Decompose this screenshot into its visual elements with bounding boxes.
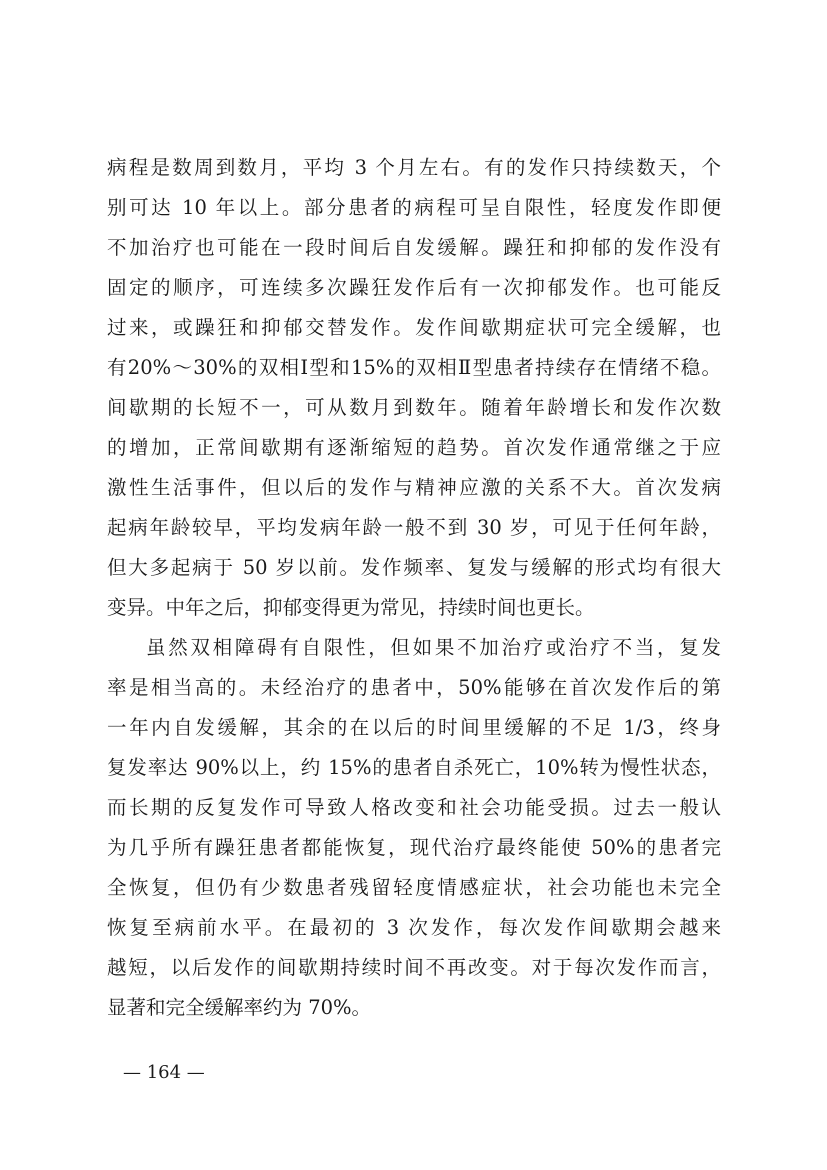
paragraph-2-line-9: 越短，以后发作的间歇期持续时间不再改变。对于每次发作而言， <box>107 956 721 979</box>
paragraph-1-line-12: 变异。中年之后，抑郁变得更为常见，持续时间也更长。 <box>107 596 595 619</box>
paragraph-1-line-9: 激性生活事件，但以后的发作与精神应激的关系不大。首次发病 <box>107 476 721 499</box>
paragraph-2-line-3: 一年内自发缓解，其余的在以后的时间里缓解的不足 1/3，终身 <box>107 716 721 739</box>
paragraph-2-line-10: 显著和完全缓解率约为 70%。 <box>107 996 372 1019</box>
paragraph-1-line-7: 间歇期的长短不一，可从数月到数年。随着年龄增长和发作次数 <box>107 396 721 419</box>
paragraph-1-line-11: 但大多起病于 50 岁以前。发作频率、复发与缓解的形式均有很大 <box>107 556 721 579</box>
paragraph-1-line-8: 的增加，正常间歇期有逐渐缩短的趋势。首次发作通常继之于应 <box>107 436 721 459</box>
paragraph-1-line-5: 过来，或躁狂和抑郁交替发作。发作间歇期症状可完全缓解，也 <box>107 316 721 339</box>
page-number: — 164 — <box>123 1062 205 1083</box>
paragraph-1-line-6: 有20%～30%的双相Ⅰ型和15%的双相Ⅱ型患者持续存在情绪不稳。 <box>107 356 721 379</box>
paragraph-1-line-1: 病程是数周到数月，平均 3 个月左右。有的发作只持续数天，个 <box>107 156 721 179</box>
paragraph-2-line-5: 而长期的反复发作可导致人格改变和社会功能受损。过去一般认 <box>107 796 721 819</box>
paragraph-2-line-8: 恢复至病前水平。在最初的 3 次发作，每次发作间歇期会越来 <box>107 916 721 939</box>
paragraph-1-line-2: 别可达 10 年以上。部分患者的病程可呈自限性，轻度发作即便 <box>107 196 721 219</box>
paragraph-2-line-4: 复发率达 90%以上，约 15%的患者自杀死亡，10%转为慢性状态， <box>107 756 721 779</box>
paragraph-1-line-4: 固定的顺序，可连续多次躁狂发作后有一次抑郁发作。也可能反 <box>107 276 721 299</box>
paragraph-1-line-3: 不加治疗也可能在一段时间后自发缓解。躁狂和抑郁的发作没有 <box>107 236 721 259</box>
paragraph-2-line-6: 为几乎所有躁狂患者都能恢复，现代治疗最终能使 50%的患者完 <box>107 836 721 859</box>
paragraph-2-line-7: 全恢复，但仍有少数患者残留轻度情感症状，社会功能也未完全 <box>107 876 721 899</box>
paragraph-2-line-2: 率是相当高的。未经治疗的患者中，50%能够在首次发作后的第 <box>107 676 721 699</box>
paragraph-1-line-10: 起病年龄较早，平均发病年龄一般不到 30 岁，可见于任何年龄， <box>107 516 721 539</box>
paragraph-2-line-1: 虽然双相障碍有自限性，但如果不加治疗或治疗不当，复发 <box>146 636 721 659</box>
